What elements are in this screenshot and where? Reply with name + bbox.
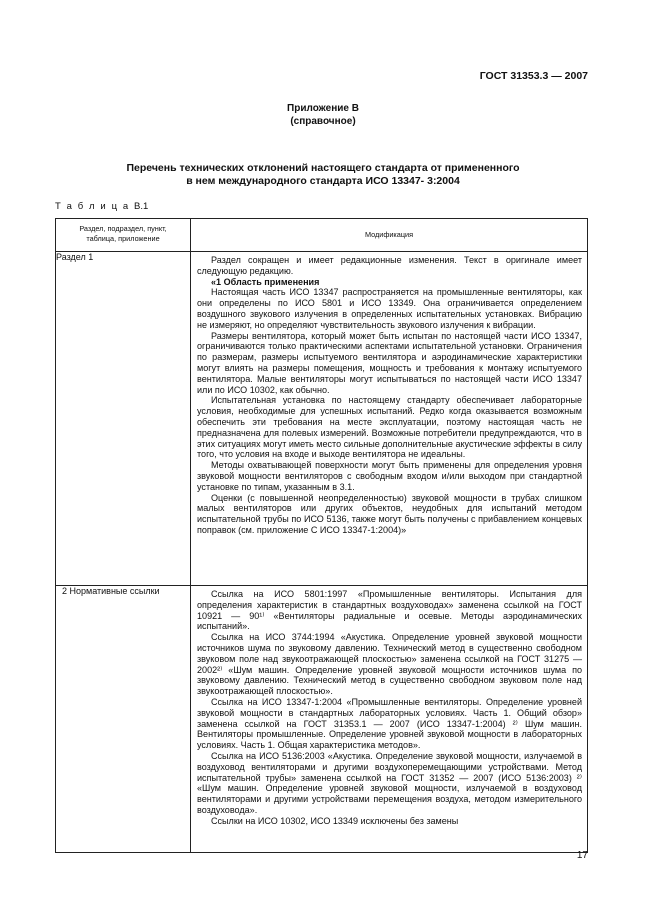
table-label <box>55 201 148 212</box>
header-modification-cell: Модификация <box>191 219 588 252</box>
paragraph: Настоящая часть ИСО 13347 распространяется на промышленные вентиляторы, как они определены по ИСО 5801 и ИСО 13349. Она ограничивается определением воздушного звукового излучения в определенных испытательных установках. Вибрацию не измеряют, но определяют чувствительность звукового излучения к вибрации. <box>197 287 582 330</box>
modifications-table <box>55 218 588 853</box>
paragraph: Методы охватывающей поверхности могут быть применены для определения уровня звуковой мощности вентиляторов с свободным входом и/или выходом при стандартной установке по типам, указанным в 3.1. <box>197 460 582 492</box>
header-section-line-1: Раздел, подраздел, пункт, <box>79 224 167 233</box>
row-modification-cell <box>191 252 588 586</box>
paragraph: Ссылка на ИСО 3744:1994 «Акустика. Определение уровней звуковой мощности источников шума по звуковому давлению. Технический метод в существенно свободном звуковом поле над звукоотражающей плоскостью» заменена ссылкой на ГОСТ 31275 — 2002²⁾ «Шум машин. Определение уровней звуковой мощности источников шума по звуковому давлению. Технический метод в существенно свободном звуковом поле над звукоотражающей плоскостью». <box>197 632 582 697</box>
appendix-title: Приложение В <box>287 103 359 114</box>
table-header-row <box>56 219 588 252</box>
row-section-cell: Раздел 1 <box>56 252 191 586</box>
document-title-line-2: в нем международного стандарта ИСО 13347- 3:2004 <box>186 175 460 187</box>
paragraph: Ссылка на ИСО 5801:1997 «Промышленные вентиляторы. Испытания для определения характеристик в стандартных воздуховодах» заменена ссылкой на ГОСТ 10921 — 90¹⁾ «Вентиляторы радиальные и осевые. Методы аэродинамических испытаний». <box>197 589 582 632</box>
paragraph: Раздел сокращен и имеет редакционные изменения. Текст в оригинале имеет следующую редакцию. <box>197 255 582 276</box>
table-row <box>56 586 588 853</box>
paragraph: Ссылка на ИСО 13347-1:2004 «Промышленные вентиляторы. Определение уровней звуковой мощности в стандартных лабораторных условиях. Часть 1. Общий обзор» заменена ссылкой на ГОСТ 31353.1 — 2007 (ИСО 13347-1:2004) ²⁾ Шум машин. Вентиляторы промышленные. Определение уровней звуковой мощности в лабораторных условиях. Часть 1. Общая характеристика методов». <box>197 696 582 751</box>
paragraph-heading: «1 Область применения <box>211 276 320 287</box>
paragraph: Ссылки на ИСО 10302, ИСО 13349 исключены без замены <box>211 815 459 826</box>
header-section-line-2: таблица, приложение <box>86 234 160 243</box>
document-title-line-1: Перечень технических отклонений настоящего стандарта от примененного <box>126 162 520 174</box>
standard-id: ГОСТ 31353.3 — 2007 <box>479 70 588 82</box>
paragraph: Размеры вентилятора, который может быть испытан по настоящей части ИСО 13347, ограничиваются только практическими аспектами испытательной установки. Ограничения по размерам, размеры испытуемого вентилятора и аэродинамические характеристики могут влиять на размеры помещения, мощность и требования к монтажу испытуемого вентилятора. Малые вентиляторы могут испытываться по настоящей части ИСО 13347 или по ИСО 10302, как обычно. <box>197 330 582 395</box>
row-modification-cell <box>191 586 588 853</box>
page-number: 17 <box>576 850 588 861</box>
header-section-cell <box>56 219 191 252</box>
paragraph: Ссылка на ИСО 5136:2003 «Акустика. Определение звуковой мощности, излучаемой в воздуховод вентиляторами и другими воздухоперемещающими устройствами. Метод испытательной трубы» заменена ссылкой на ГОСТ 31352 — 2007 (ИСО 5136:2003) ²⁾ «Шум машин. Определение уровней звуковой мощности, излучаемой в воздуховод вентиляторами и другими устройствами перемещения воздуха, методом измерительного воздуховода». <box>197 750 582 815</box>
row-section-cell: 2 Нормативные ссылки <box>56 586 191 853</box>
table-number: В.1 <box>134 201 149 212</box>
paragraph: Оценки (с повышенной неопределенностью) звуковой мощности в трубах слишком малых вентиляторов или других объектов, неудобных для испытаний методом испытательной трубы по ИСО 5136, также могут быть получены с прибавлением концевых поправок (см. приложение С ИСО 13347-1:2004)» <box>197 492 582 535</box>
table-label-text: Т а б л и ц а <box>55 201 130 212</box>
table-row <box>56 252 588 586</box>
appendix-subtitle: (справочное) <box>290 116 356 127</box>
paragraph: Испытательная установка по настоящему стандарту обеспечивает лабораторные условия, необходимые для успешных испытаний. Редко когда оказывается возможным обеспечить эти требования на месте эксплуатации, поэтому настоящая часть не предназначена для полевых измерений. Возможные потребители предупреждаются, что в этих ситуациях могут иметь место сильные дополнительные акустические эффекты в силу того, что условия на входе и выходе вентилятора не идеальны. <box>197 395 582 460</box>
